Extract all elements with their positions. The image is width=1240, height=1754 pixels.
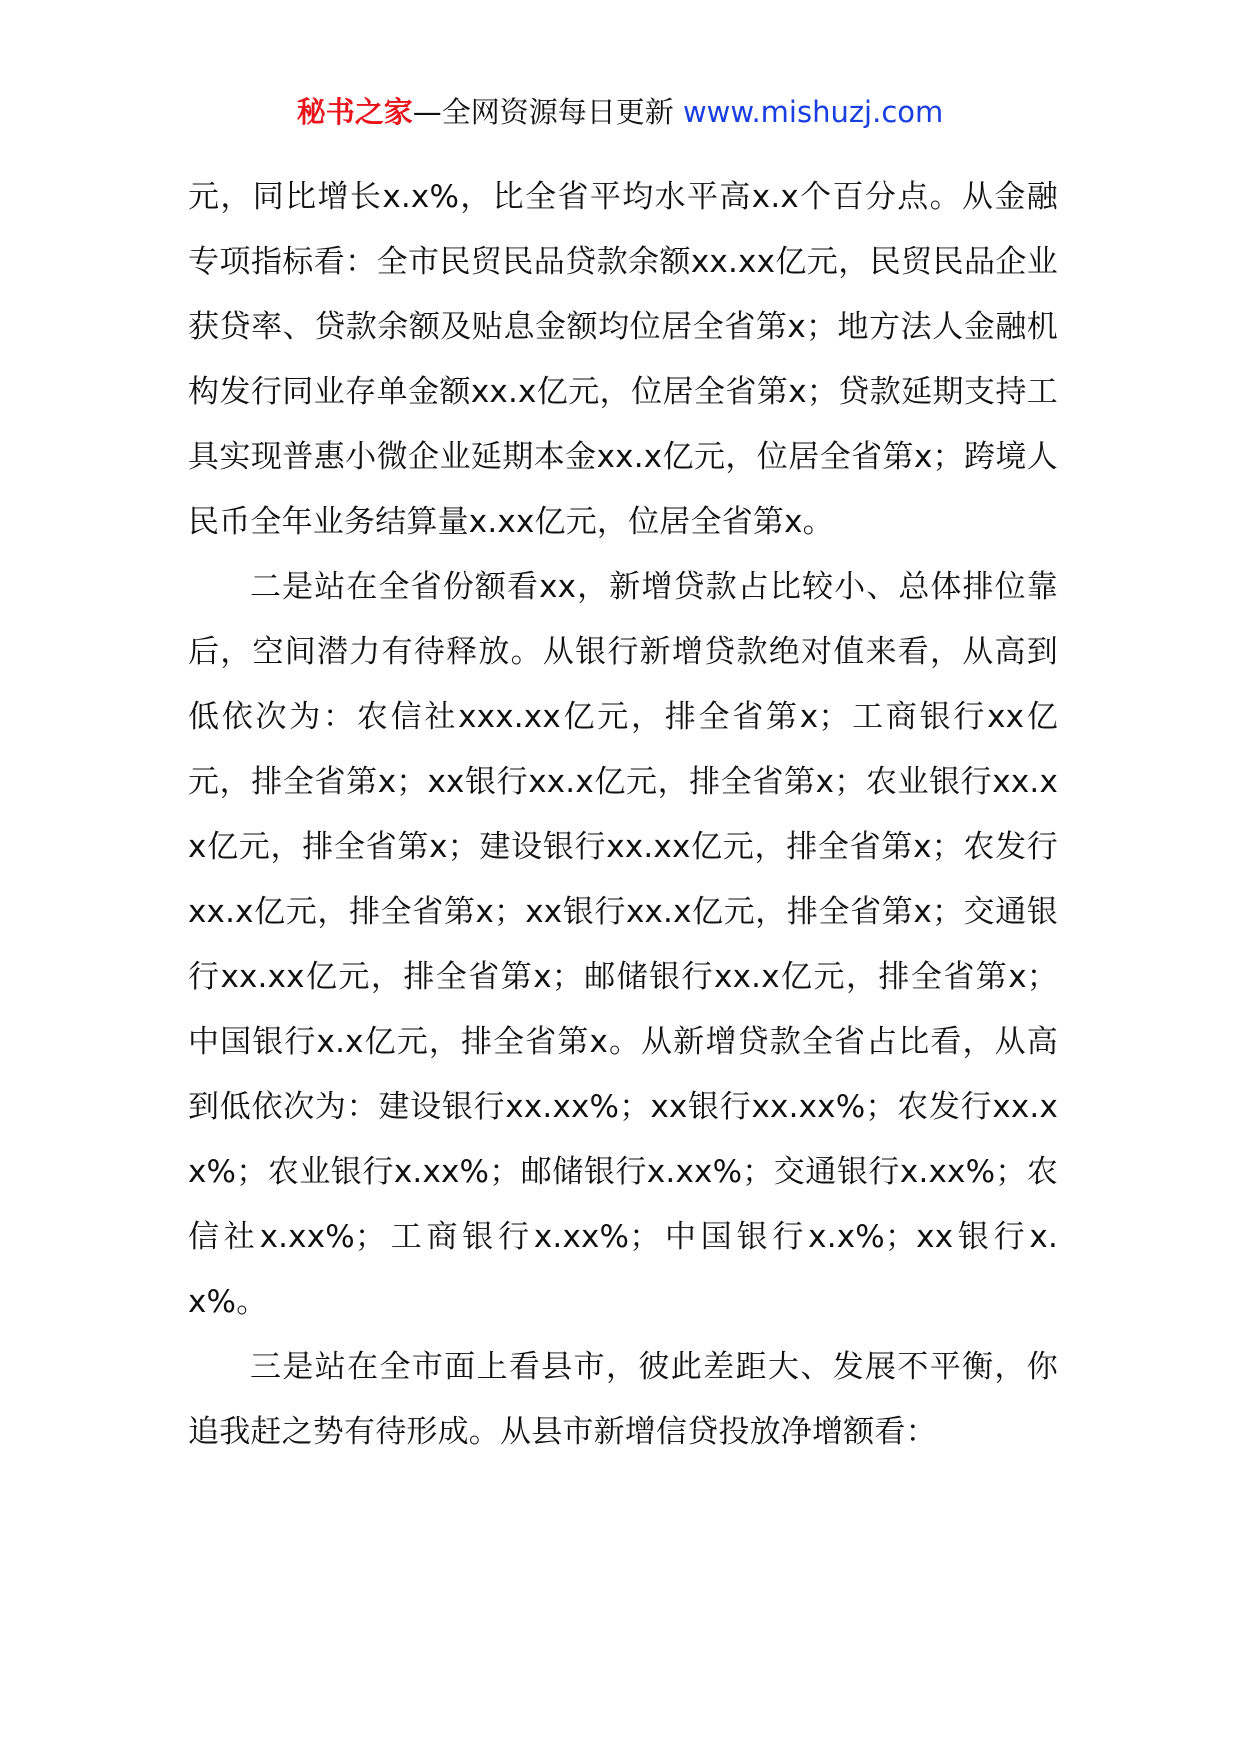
paragraph-section-three: 三是站在全市面上看县市，彼此差距大、发展不平衡，你追我赶之势有待形成。从县市新增信贷投放净增额看： (188, 1349, 1058, 1450)
paragraph-section-two: 二是站在全省份额看xx，新增贷款占比较小、总体排位靠后，空间潜力有待释放。从银行新增贷款绝对值来看，从高到低依次为：农信社xxx.xx亿元，排全省第x；工商银行xx亿元，排全省第x；xx银行xx.x亿元，排全省第x；农业银行xx.xx亿元，排全省第x；建设银行xx.xx亿元，排全省第x；农发行xx.x亿元，排全省第x；xx银行xx.x亿元，排全省第x；交通银行xx.xx亿元，排全省第x；邮储银行xx.x亿元，排全省第x；中国银行x.x亿元，排全省第x。从新增贷款全省占比看，从高到低依次为：建设银行xx.xx%；xx银行xx.xx%；农发行xx.xx%；农业银行x.xx%；邮储银行x.xx%；交通银行x.xx%；农信社x.xx%；工商银行x.xx%；中国银行x.x%；xx银行x.x%。 (188, 569, 1058, 1320)
header-tagline: —全网资源每日更新 (412, 95, 674, 129)
page-header (0, 92, 1240, 132)
document-body (188, 165, 1058, 1465)
brand-name: 秘书之家 (296, 95, 413, 129)
paragraph-continuation: 元，同比增长x.x%，比全省平均水平高x.x个百分点。从金融专项指标看：全市民贸民品贷款余额xx.xx亿元，民贸民品企业获贷率、贷款余额及贴息金额均位居全省第x；地方法人金融机构发行同业存单金额xx.x亿元，位居全省第x；贷款延期支持工具实现普惠小微企业延期本金xx.x亿元，位居全省第x；跨境人民币全年业务结算量x.xx亿元，位居全省第x。 (188, 179, 1058, 540)
site-link[interactable]: www.mishuzj.com (682, 95, 944, 129)
